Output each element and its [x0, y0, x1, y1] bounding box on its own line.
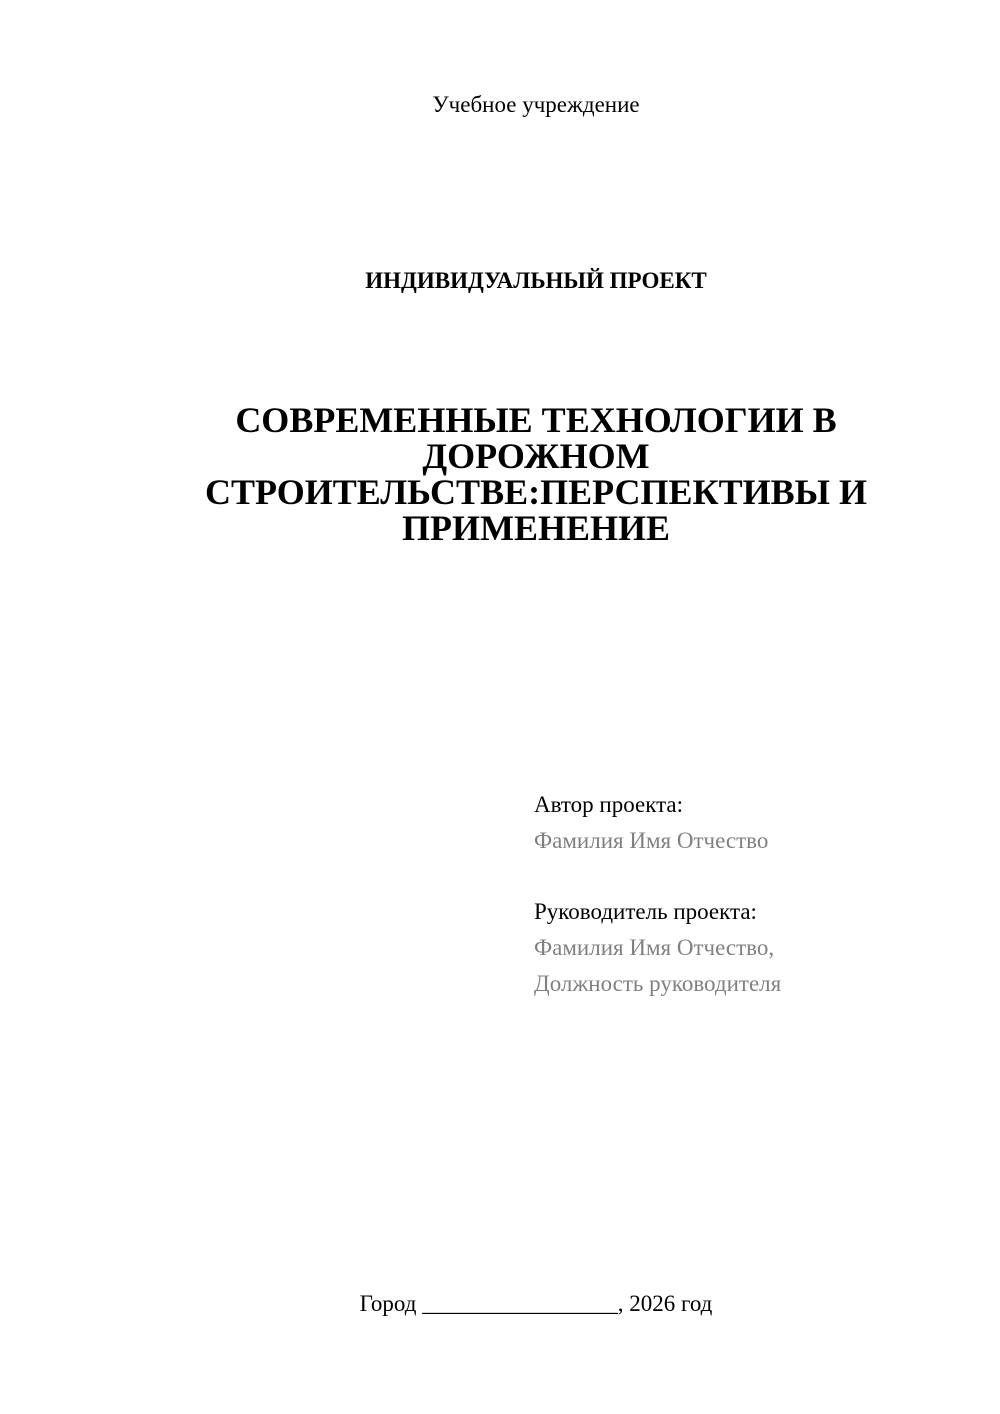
author-block	[534, 787, 974, 859]
project-title-line: ДОРОЖНОМ	[422, 436, 650, 476]
supervisor-label: Руководитель проекта:	[534, 899, 757, 924]
institution-name: Учебное учреждение	[432, 92, 640, 117]
project-title	[180, 402, 892, 546]
project-title-line: ПРИМЕНЕНИЕ	[401, 508, 670, 548]
project-title-line: СТРОИТЕЛЬСТВЕ:ПЕРСПЕКТИВЫ И	[204, 472, 868, 512]
supervisor-position: Должность руководителя	[534, 971, 782, 996]
author-name: Фамилия Имя Отчество	[534, 828, 769, 853]
project-title-line: СОВРЕМЕННЫЕ ТЕХНОЛОГИИ В	[235, 400, 837, 440]
document-type: ИНДИВИДУАЛЬНЫЙ ПРОЕКТ	[365, 268, 707, 293]
author-label: Автор проекта:	[534, 792, 683, 817]
city-year-line: Город _________________, 2026 год	[359, 1291, 713, 1316]
supervisor-name: Фамилия Имя Отчество,	[534, 935, 775, 960]
supervisor-block	[534, 894, 974, 1002]
